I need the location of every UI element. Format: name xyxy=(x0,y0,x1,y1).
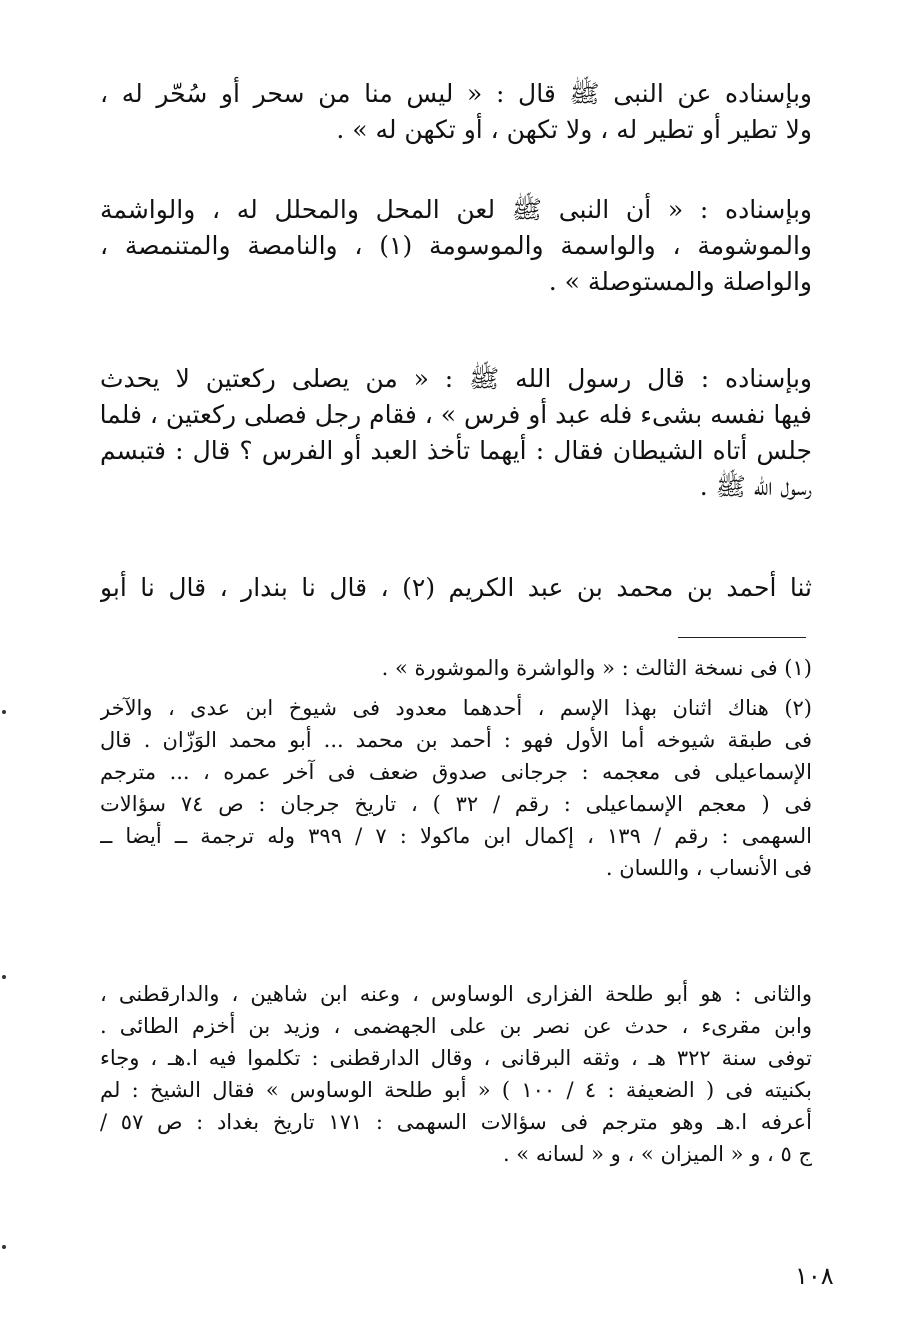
footnote-separator xyxy=(678,637,806,638)
footnote-2-continued xyxy=(100,978,812,1170)
text-line: ثنا أحمد بن محمد بن عبد الكريم (٢) ، قال نا بندار ، قال نا أبو xyxy=(100,573,812,602)
text-line: رسول الله ﷺ . xyxy=(699,472,812,501)
footnote-line: توفى سنة ٣٢٢ هـ ، وثقه البرقانى ، وقال الدارقطنى : تكلموا فيه ا.هـ ، وجاء xyxy=(100,1046,812,1070)
scan-speck xyxy=(2,975,6,979)
page-number: ١٠٨ xyxy=(795,1262,834,1290)
footnote-line: الإسماعيلى فى معجمه : جرجانى صدوق ضعف فى آخر عمره ، ... مترجم xyxy=(100,760,812,784)
footnote-line: بكنيته فى ( الضعيفة : ٤ / ١٠٠ ) « أبو طلحة الوساوس » فقال الشيخ : لم xyxy=(100,1078,812,1102)
paragraph-2 xyxy=(100,192,812,300)
paragraph-1 xyxy=(100,76,812,148)
text-line: فيها نفسه بشىء فله عبد أو فرس » ، فقام رجل فصلى ركعتين ، فلما xyxy=(100,400,812,429)
text-line: والموشومة ، والواسمة والموسومة (١) ، والنامصة والمتنمصة ، xyxy=(100,231,812,260)
text-line: والواصلة والمستوصلة » . xyxy=(548,267,812,296)
footnote-line: ج ٥ ، و « الميزان » ، و « لسانه » . xyxy=(502,1142,812,1166)
footnote-line: والثانى : هو أبو طلحة الفزارى الوساوس ، وعنه ابن شاهين ، والدارقطنى ، xyxy=(100,982,812,1006)
footnote-2 xyxy=(100,692,812,884)
footnote-line: فى طبقة شيوخه أما الأول فهو : أحمد بن محمد ... أبو محمد الوَزّان . قال xyxy=(100,728,812,752)
scan-speck xyxy=(2,1245,6,1249)
footnote-line: (٢) هناك اثنان بهذا الإسم ، أحدهما معدود فى شيوخ ابن عدى ، والآخر xyxy=(100,696,812,720)
text-line: ولا تطير أو تطير له ، ولا تكهن ، أو تكهن له » . xyxy=(336,115,812,144)
footnote-line: (١) فى نسخة الثالث : « والواشرة والموشورة » . xyxy=(381,656,812,680)
paragraph-4 xyxy=(100,570,812,606)
text-line: وبإسناده عن النبى ﷺ قال : « ليس منا من سحر أو سُحّر له ، xyxy=(100,79,812,108)
scan-speck xyxy=(2,710,6,714)
footnote-line: السهمى : رقم / ١٣٩ ، إكمال ابن ماكولا : ٧ / ٣٩٩ وله ترجمة ــ أيضا ــ xyxy=(100,824,812,848)
footnote-line: فى الأنساب ، واللسان . xyxy=(605,856,812,880)
text-line: جلس أتاه الشيطان فقال : أيهما تأخذ العبد أو الفرس ؟ قال : فتبسم xyxy=(100,436,812,465)
footnote-line: أعرفه ا.هـ وهو مترجم فى سؤالات السهمى : ١٧١ تاريخ بغداد : ص ٥٧ / xyxy=(100,1110,812,1134)
footnote-line: وابن مقرىء ، حدث عن نصر بن على الجهضمى ، وزيد بن أخزم الطائى . xyxy=(100,1014,812,1038)
footnote-1 xyxy=(100,652,812,684)
paragraph-3 xyxy=(100,361,812,505)
text-line: وبإسناده : « أن النبى ﷺ لعن المحل والمحلل له ، والواشمة xyxy=(100,195,812,224)
text-line: وبإسناده : قال رسول الله ﷺ : « من يصلى ركعتين لا يحدث xyxy=(100,364,812,393)
footnote-line: فى ( معجم الإسماعيلى : رقم / ٣٢ ) ، تاريخ جرجان : ص ٧٤ سؤالات xyxy=(100,792,812,816)
